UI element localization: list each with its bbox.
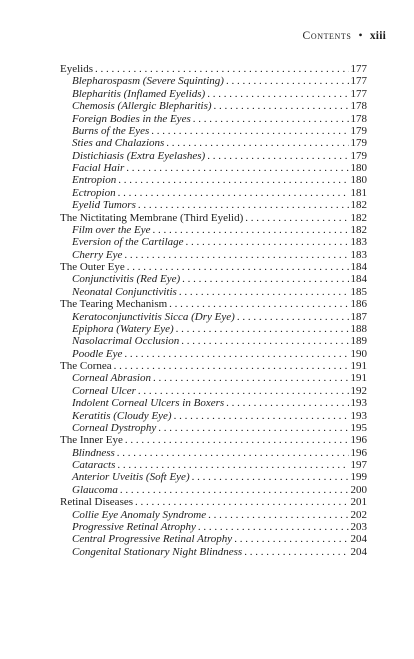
toc-entry-page: 199 <box>350 471 367 484</box>
toc-entry-title: Cherry Eye <box>72 248 123 261</box>
dot-leader <box>226 397 348 409</box>
dot-leader <box>124 249 348 261</box>
toc-entry <box>60 496 367 508</box>
toc-entry-page: 197 <box>350 459 367 471</box>
dot-leader <box>125 434 349 446</box>
dot-leader <box>214 100 349 112</box>
dot-leader <box>117 459 348 471</box>
toc-entry-title: Blepharitis (Inflamed Eyelids) <box>72 87 206 100</box>
toc-subentry <box>60 509 367 521</box>
dot-leader <box>193 113 349 125</box>
toc-entry-page: 193 <box>350 397 367 410</box>
toc-entry-page: 179 <box>350 149 367 162</box>
dot-leader <box>234 533 348 545</box>
toc-entry-page: 186 <box>350 298 367 311</box>
toc-entry-page: 182 <box>350 223 367 236</box>
toc-entry-title: The Outer Eye <box>60 261 125 273</box>
toc-entry-page: 185 <box>350 285 367 298</box>
dot-leader <box>158 422 348 434</box>
dot-leader <box>179 286 349 298</box>
toc-entry-title: Burns of the Eyes <box>72 124 150 137</box>
toc-entry-title: Conjunctivitis (Red Eye) <box>72 273 181 286</box>
toc-entry-title: Collie Eye Anomaly Syndrome <box>72 508 207 521</box>
toc-subentry <box>60 174 367 186</box>
dot-leader <box>192 471 349 483</box>
dot-leader <box>182 273 348 285</box>
bullet-separator: • <box>358 30 363 42</box>
dot-leader <box>174 410 349 422</box>
dot-leader <box>226 75 349 87</box>
toc-subentry <box>60 459 367 471</box>
toc-subentry <box>60 249 367 261</box>
toc-entry-title: The Cornea <box>60 360 112 372</box>
toc-entry-page: 200 <box>350 483 367 496</box>
toc-entry-title: Distichiasis (Extra Eyelashes) <box>72 149 206 162</box>
toc-entry-title: Corneal Abrasion <box>72 372 151 385</box>
toc-entry-page: 204 <box>350 545 367 558</box>
dot-leader <box>138 199 349 211</box>
dot-leader <box>114 360 349 372</box>
toc-subentry <box>60 162 367 174</box>
page-number: xiii <box>369 30 386 42</box>
toc-entry-title: The Nictitating Membrane (Third Eyelid) <box>60 211 244 224</box>
toc-entry-title: Eversion of the Cartilage <box>72 236 184 249</box>
toc-entry-page: 180 <box>350 162 367 174</box>
toc-entry-page: 184 <box>350 273 367 286</box>
toc-entry-title: Anterior Uveitis (Soft Eye) <box>72 471 190 484</box>
toc-subentry <box>60 471 367 483</box>
toc-subentry <box>60 236 367 248</box>
toc-entry <box>60 63 367 75</box>
toc-entry-title: Ectropion <box>72 186 116 199</box>
toc-entry-page: 187 <box>350 310 367 323</box>
toc-entry-page: 181 <box>350 186 367 199</box>
toc-entry <box>60 261 367 273</box>
toc-subentry <box>60 335 367 347</box>
toc-entry-title: Sties and Chalazions <box>72 137 165 150</box>
running-head-title: Contents <box>302 30 352 42</box>
toc-entry-title: Chemosis (Allergic Blepharitis) <box>72 100 212 113</box>
dot-leader <box>120 484 349 496</box>
toc-subentry <box>60 422 367 434</box>
toc-entry-title: Central Progressive Retinal Atrophy <box>72 533 233 546</box>
toc-entry-page: 178 <box>350 100 367 113</box>
toc-entry-page: 191 <box>350 360 367 372</box>
dot-leader <box>117 447 349 459</box>
toc-entry-title: Film over the Eye <box>72 223 151 236</box>
dot-leader <box>153 224 349 236</box>
toc-subentry <box>60 113 367 125</box>
toc-entry-title: Corneal Dystrophy <box>72 421 157 434</box>
dot-leader <box>138 385 349 397</box>
toc-entry-title: Congenital Stationary Night Blindness <box>72 545 243 558</box>
toc-entry <box>60 212 367 224</box>
toc-entry-title: Retinal Diseases <box>60 496 134 509</box>
toc-entry-title: Foreign Bodies in the Eyes <box>72 112 191 125</box>
toc-subentry <box>60 348 367 360</box>
toc-subentry <box>60 323 367 335</box>
table-of-contents <box>60 63 367 558</box>
dot-leader <box>118 187 349 199</box>
toc-entry-page: 192 <box>350 384 367 397</box>
toc-entry-page: 182 <box>350 199 367 212</box>
toc-entry-title: Eyelid Tumors <box>72 199 136 212</box>
toc-entry-page: 180 <box>350 174 367 187</box>
toc-subentry <box>60 546 367 558</box>
toc-subentry <box>60 372 367 384</box>
toc-subentry <box>60 447 367 459</box>
toc-entry <box>60 298 367 310</box>
toc-subentry <box>60 224 367 236</box>
toc-entry-title: The Tearing Mechanism <box>60 298 168 311</box>
toc-entry-title: Epiphora (Watery Eye) <box>72 322 174 335</box>
dot-leader <box>208 509 348 521</box>
dot-leader <box>118 174 348 186</box>
dot-leader <box>237 311 349 323</box>
toc-entry-page: 177 <box>350 87 367 100</box>
toc-entry <box>60 434 367 446</box>
toc-entry-page: 196 <box>350 434 367 447</box>
toc-subentry <box>60 199 367 211</box>
dot-leader <box>245 212 348 224</box>
toc-subentry <box>60 150 367 162</box>
toc-entry-title: Nasolacrimal Occlusion <box>72 335 180 348</box>
toc-subentry <box>60 385 367 397</box>
toc-entry-page: 188 <box>350 322 367 335</box>
toc-subentry <box>60 484 367 496</box>
toc-subentry <box>60 286 367 298</box>
dot-leader <box>198 521 349 533</box>
toc-subentry <box>60 100 367 112</box>
toc-entry-page: 179 <box>350 124 367 137</box>
toc-entry-page: 193 <box>350 409 367 422</box>
dot-leader <box>126 162 348 174</box>
dot-leader <box>181 335 348 347</box>
dot-leader <box>151 125 348 137</box>
toc-subentry <box>60 521 367 533</box>
toc-entry-page: 196 <box>350 446 367 459</box>
toc-entry-title: Blindness <box>72 446 115 459</box>
toc-entry-page: 202 <box>350 508 367 521</box>
dot-leader <box>127 261 349 273</box>
dot-leader <box>135 496 348 508</box>
toc-subentry <box>60 88 367 100</box>
toc-entry-page: 195 <box>350 421 367 434</box>
toc-entry-title: Blepharospasm (Severe Squinting) <box>72 75 224 88</box>
dot-leader <box>176 323 349 335</box>
toc-entry-title: Progressive Retinal Atrophy <box>72 520 196 533</box>
toc-entry-page: 179 <box>350 137 367 150</box>
toc-entry-title: Entropion <box>72 174 117 187</box>
toc-subentry <box>60 311 367 323</box>
toc-entry-page: 178 <box>350 112 367 125</box>
toc-entry-page: 204 <box>350 533 367 546</box>
dot-leader <box>124 348 348 360</box>
toc-entry-page: 183 <box>350 236 367 249</box>
dot-leader <box>166 137 348 149</box>
toc-entry-page: 183 <box>350 248 367 261</box>
toc-entry-page: 201 <box>350 496 367 509</box>
toc-subentry <box>60 125 367 137</box>
toc-entry-title: Facial Hair <box>72 162 125 174</box>
toc-entry-page: 191 <box>350 372 367 385</box>
toc-entry-title: Poodle Eye <box>72 347 123 360</box>
toc-subentry <box>60 410 367 422</box>
toc-entry-title: Eyelids <box>60 63 93 75</box>
toc-entry-title: Keratitis (Cloudy Eye) <box>72 409 172 422</box>
toc-entry-page: 177 <box>350 63 367 75</box>
toc-subentry <box>60 137 367 149</box>
toc-entry-title: The Inner Eye <box>60 434 123 447</box>
toc-entry-page: 177 <box>350 75 367 88</box>
toc-subentry <box>60 187 367 199</box>
toc-entry <box>60 360 367 372</box>
toc-entry-page: 190 <box>350 347 367 360</box>
running-head <box>303 30 386 42</box>
toc-subentry <box>60 397 367 409</box>
dot-leader <box>186 236 349 248</box>
toc-entry-title: Indolent Corneal Ulcers in Boxers <box>72 397 225 410</box>
dot-leader <box>207 88 348 100</box>
toc-entry-title: Cataracts <box>72 459 116 471</box>
toc-subentry <box>60 533 367 545</box>
toc-entry-title: Corneal Ulcer <box>72 384 136 397</box>
toc-entry-page: 189 <box>350 335 367 348</box>
toc-entry-title: Glaucoma <box>72 483 118 496</box>
toc-subentry <box>60 273 367 285</box>
toc-entry-page: 182 <box>350 211 367 224</box>
toc-entry-title: Keratoconjunctivitis Sicca (Dry Eye) <box>72 310 235 323</box>
dot-leader <box>244 546 348 558</box>
dot-leader <box>169 298 348 310</box>
dot-leader <box>207 150 348 162</box>
toc-entry-page: 184 <box>350 261 367 273</box>
toc-entry-title: Neonatal Conjunctivitis <box>72 285 177 298</box>
dot-leader <box>95 63 349 75</box>
toc-entry-page: 203 <box>350 520 367 533</box>
dot-leader <box>153 372 349 384</box>
toc-subentry <box>60 75 367 87</box>
